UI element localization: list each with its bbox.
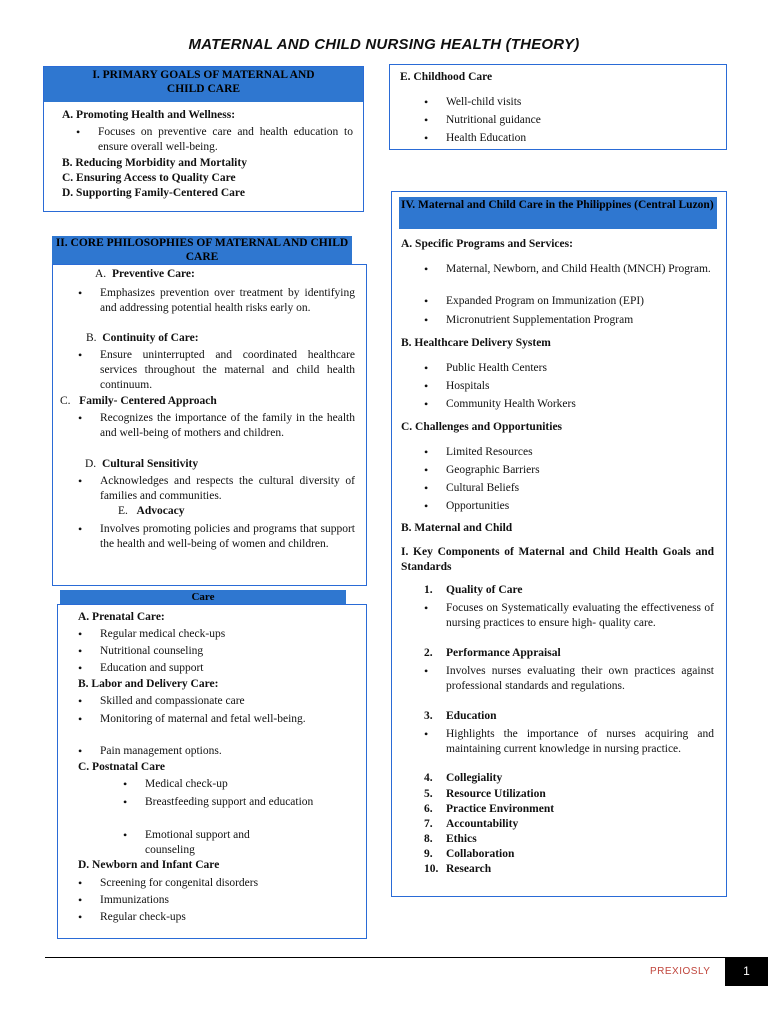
ph-c-item-3: • Cultural Beliefs [446,481,696,496]
philosophy-b: B. Continuity of Care: [86,332,199,344]
care-d-item-1: • Screening for congenital disorders [100,876,350,891]
philosophy-d-bullet: • Acknowledges and respects the cultural diversity of families and communities. [100,474,355,504]
philosophy-c-bullet: • Recognizes the importance of the family in the health and well-being of mothers and children. [100,411,355,441]
ph-b-item-3: • Community Health Workers [446,397,696,412]
goal-a-bullet: • Focuses on preventive care and health education to ensure overall well-being. [98,125,353,155]
ph-a-item-1: • Maternal, Newborn, and Child Health (MNCH) Program. [446,262,714,277]
childhood-item-1: • Well-child visits [446,95,696,110]
kc-8: Ethics [446,833,477,845]
kc-2: Performance Appraisal [446,647,561,659]
kc-7: Accountability [446,818,519,830]
ph-b-item-1: • Public Health Centers [446,361,696,376]
kc-num: 3. [424,710,433,722]
childhood-item-3: • Health Education [446,131,696,146]
ph-c-item-2: • Geographic Barriers [446,463,696,478]
kc-3: Education [446,710,497,722]
ph-b-item-2: • Hospitals [446,379,696,394]
care-c-item-1: • Medical check-up [145,777,325,792]
care-b-item-3: • Pain management options. [100,744,350,759]
kc-num: 6. [424,803,433,815]
section-header: IV. Maternal and Child Care in the Philippines (Central Luzon) [399,197,717,229]
kc-num: 9. [424,848,433,860]
care-a: A. Prenatal Care: [78,611,165,623]
kc-10: Research [446,863,492,875]
philosophy-e-bullet: • Involves promoting policies and programs that support the health and well-being of women and children. [100,522,355,552]
kc-num: 1. [424,584,433,596]
care-a-item-3: • Education and support [100,661,350,676]
ph-d: B. Maternal and Child [401,522,513,534]
page-title: MATERNAL AND CHILD NURSING HEALTH (THEORY) [188,36,580,53]
kc-5: Resource Utilization [446,788,546,800]
childhood-item-2: • Nutritional guidance [446,113,696,128]
care-c-item-2: • Breastfeeding support and education [145,795,320,810]
goal-d: D. Supporting Family-Centered Care [62,187,245,199]
footer-brand: PREXIOSLY [650,966,711,977]
ph-a-item-3: • Micronutrient Supplementation Program [446,313,714,328]
footer-divider [45,957,725,958]
philosophy-b-bullet: • Ensure uninterrupted and coordinated healthcare services throughout the maternal and child health continuum. [100,348,355,393]
goal-a: A. Promoting Health and Wellness: [62,109,236,121]
section-header: I. PRIMARY GOALS OF MATERNAL AND CHILD CARE [44,67,363,102]
ph-c: C. Challenges and Opportunities [401,421,563,433]
childhood-care-title: E. Childhood Care [400,71,493,83]
ph-e: I. Key Components of Maternal and Child Health Goals and Standards [401,546,714,573]
care-a-item-2: • Nutritional counseling [100,644,350,659]
ph-a: A. Specific Programs and Services: [401,238,573,250]
ph-a-item-2: • Expanded Program on Immunization (EPI) [446,294,716,309]
kc-num: 7. [424,818,433,830]
care-b: B. Labor and Delivery Care: [78,678,219,690]
care-d-item-3: • Regular check-ups [100,910,350,925]
kc-1: Quality of Care [446,584,523,596]
care-b-item-2: • Monitoring of maternal and fetal well-being. [100,712,345,727]
kc-num: 8. [424,833,433,845]
kc-2-bullet: • Involves nurses evaluating their own practices against professional standards and regulations. [446,664,714,694]
section-header: II. CORE PHILOSOPHIES OF MATERNAL AND CHILD CARE [52,236,352,264]
ph-c-item-1: • Limited Resources [446,445,696,460]
care-d-item-2: • Immunizations [100,893,350,908]
ph-b: B. Healthcare Delivery System [401,337,551,349]
kc-4: Collegiality [446,772,503,784]
philosophy-c: C. Family- Centered Approach [60,395,217,407]
kc-1-bullet: • Focuses on Systematically evaluating the effectiveness of nursing practices to ensure high- quality care. [446,601,714,631]
page-number: 1 [725,957,768,986]
care-c: C. Postnatal Care [78,761,165,773]
kc-num: 4. [424,772,433,784]
ph-c-item-4: • Opportunities [446,499,696,514]
philosophy-a-bullet: • Emphasizes prevention over treatment by identifying and addressing potential health risks early on. [100,286,355,316]
kc-num: 5. [424,788,433,800]
kc-num: 10. [424,863,439,875]
kc-num: 2. [424,647,433,659]
philosophy-d: D. Cultural Sensitivity [85,458,199,470]
goal-c: C. Ensuring Access to Quality Care [62,172,236,184]
kc-6: Practice Environment [446,803,555,815]
care-b-item-1: • Skilled and compassionate care [100,694,350,709]
philosophy-e: E. Advocacy [118,505,185,517]
care-c-item-3: • Emotional support and counseling [145,828,295,858]
care-a-item-1: • Regular medical check-ups [100,627,350,642]
section-header: Care [60,590,346,604]
kc-9: Collaboration [446,848,515,860]
goal-b: B. Reducing Morbidity and Mortality [62,157,247,169]
kc-3-bullet: • Highlights the importance of nurses acquiring and maintaining current knowledge in nursing practice. [446,727,714,757]
care-d: D. Newborn and Infant Care [78,859,220,871]
philosophy-a: A. Preventive Care: [95,268,195,280]
